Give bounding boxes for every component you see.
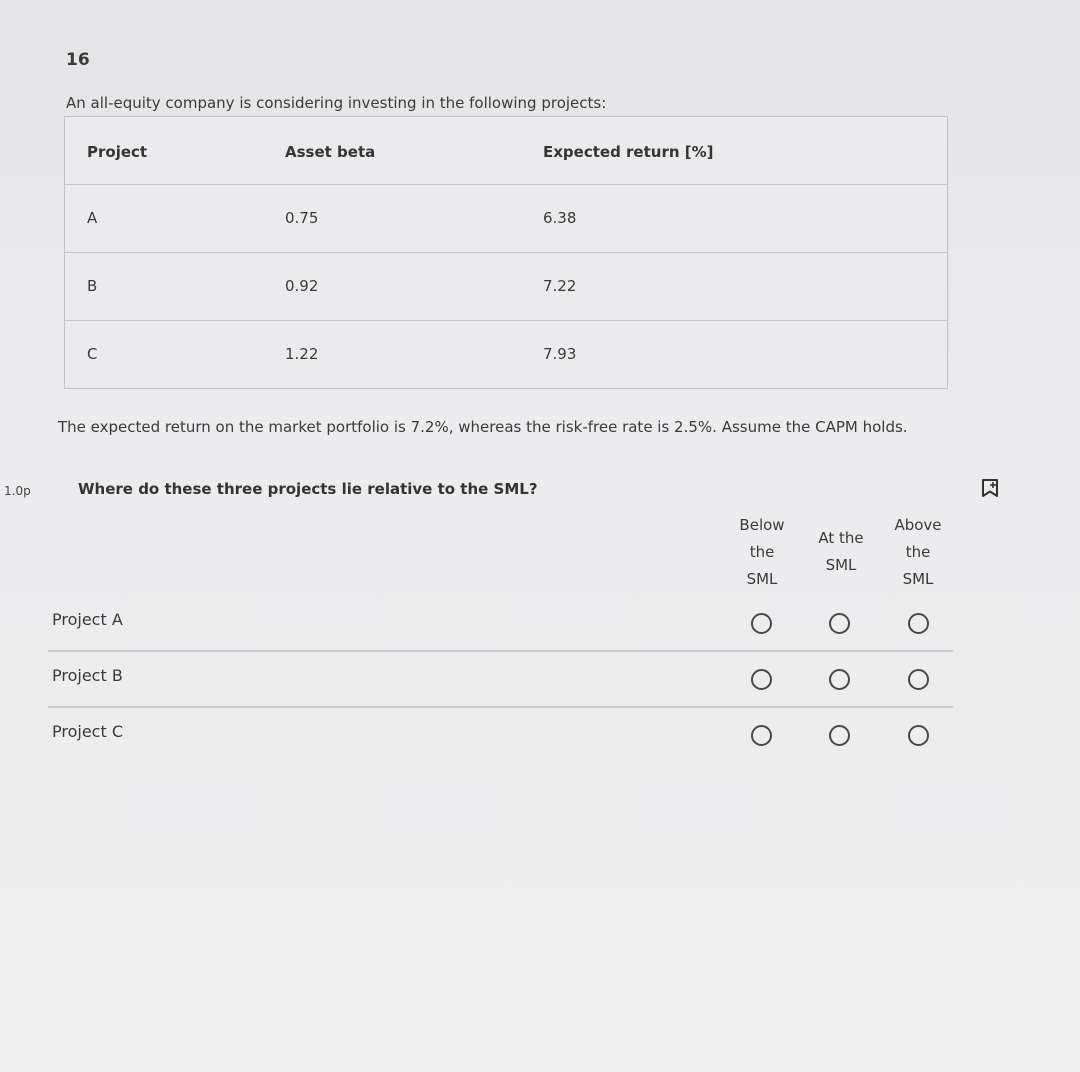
question-number: 16 [66, 50, 90, 70]
column-at-sml [806, 525, 876, 579]
cell-expected-return: 7.22 [543, 277, 577, 295]
matrix-row-label: Project A [52, 610, 123, 629]
radio-project-a-below[interactable] [751, 613, 772, 634]
table-row [65, 253, 947, 321]
column-label-line: SML [825, 556, 857, 574]
points-label: 1.0p [4, 484, 31, 498]
matrix-row-project-b [48, 652, 953, 708]
column-label-line: the [905, 543, 931, 561]
column-label-line: Below [739, 516, 785, 534]
cell-expected-return: 7.93 [543, 345, 577, 363]
table-header-row [65, 117, 947, 185]
matrix-row-label: Project B [52, 666, 123, 685]
cell-asset-beta: 0.75 [285, 209, 319, 227]
flag-icon[interactable] [980, 478, 1000, 498]
radio-project-b-above[interactable] [908, 669, 929, 690]
column-label-line: Above [894, 516, 942, 534]
matrix-row-label: Project C [52, 722, 123, 741]
header-expected-return: Expected return [%] [543, 143, 714, 161]
radio-project-b-below[interactable] [751, 669, 772, 690]
table-row [65, 185, 947, 253]
table-row [65, 321, 947, 388]
radio-project-c-at[interactable] [829, 725, 850, 746]
column-below-sml [727, 512, 797, 593]
question-context: The expected return on the market portfolio is 7.2%, whereas the risk-free rate is 2.5%. Assume the CAPM holds. [58, 418, 908, 436]
column-label-line: SML [746, 570, 778, 588]
radio-project-c-above[interactable] [908, 725, 929, 746]
matrix-row-project-a [48, 596, 953, 652]
matrix-row-project-c [48, 708, 953, 762]
cell-project: C [87, 345, 98, 363]
column-above-sml [883, 512, 953, 593]
cell-project: B [87, 277, 98, 295]
header-project: Project [87, 143, 148, 161]
question-prompt: Where do these three projects lie relative to the SML? [78, 480, 538, 498]
radio-project-a-at[interactable] [829, 613, 850, 634]
projects-table [64, 116, 948, 389]
column-label-line: At the [818, 529, 864, 547]
cell-project: A [87, 209, 98, 227]
header-asset-beta: Asset beta [285, 143, 376, 161]
radio-project-b-at[interactable] [829, 669, 850, 690]
cell-asset-beta: 0.92 [285, 277, 319, 295]
radio-project-a-above[interactable] [908, 613, 929, 634]
cell-expected-return: 6.38 [543, 209, 577, 227]
column-label-line: SML [902, 570, 934, 588]
question-intro: An all-equity company is considering investing in the following projects: [66, 94, 607, 112]
cell-asset-beta: 1.22 [285, 345, 319, 363]
radio-project-c-below[interactable] [751, 725, 772, 746]
column-label-line: the [749, 543, 775, 561]
